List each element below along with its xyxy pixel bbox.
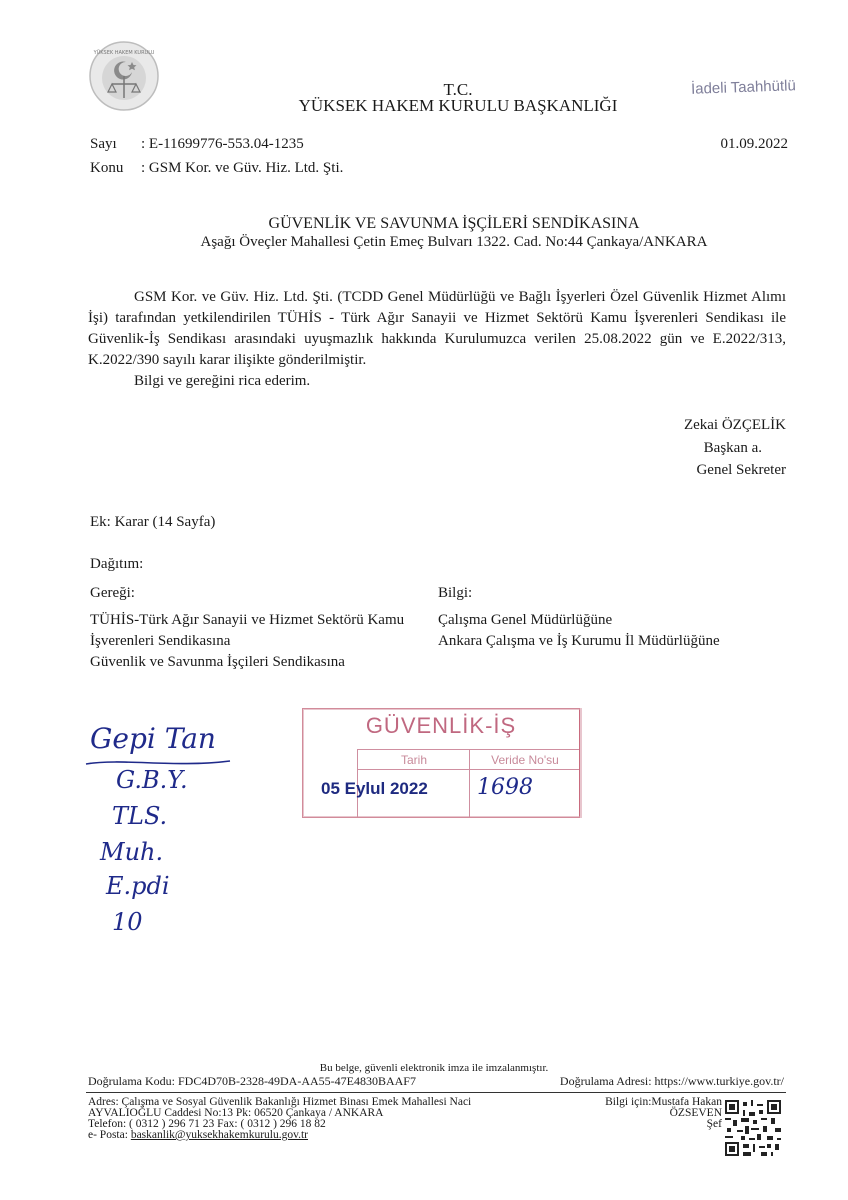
- closing-sentence: Bilgi ve gereğini rica ederim.: [134, 373, 311, 389]
- action-recipient: Güvenlik ve Savunma İşçileri Sendikasına: [90, 654, 345, 670]
- contact-info: [88, 1097, 471, 1141]
- stamp-title: GÜVENLİK-İŞ: [365, 713, 517, 738]
- action-recipient: TÜHİS-Türk Ağır Sanayii ve Hizmet Sektörü Kamu: [90, 612, 405, 628]
- info-person-line: ÖZSEVEN: [669, 1107, 722, 1119]
- signatory-name: Zekai ÖZÇELİK: [683, 417, 786, 433]
- recipient-address: Aşağı Öveçler Mahallesi Çetin Emeç Bulvarı 1322. Cad. No:44 Çankaya/ANKARA: [200, 234, 708, 250]
- action-recipient: İşverenleri Sendikasına: [90, 633, 231, 649]
- qr-code-icon: [725, 1100, 781, 1156]
- info-label: Bilgi:: [438, 585, 473, 601]
- stamp-number-label: Veride No'su: [491, 753, 559, 767]
- attachment-line: Ek: Karar (14 Sayfa): [90, 514, 216, 530]
- handwritten-note: G.B.Y.: [116, 766, 188, 794]
- stamp-divider: [357, 749, 579, 750]
- handwritten-note: Muh.: [100, 838, 164, 866]
- sayi-label: Sayı: [90, 136, 117, 152]
- handwritten-note: E.pdi: [106, 872, 170, 900]
- info-person-line: Şef: [706, 1118, 722, 1130]
- konu-value: : GSM Kor. ve Güv. Hiz. Ltd. Şti.: [141, 160, 344, 176]
- handwritten-note: 10: [112, 908, 143, 936]
- footer-divider: [86, 1092, 786, 1093]
- info-recipient: Çalışma Genel Müdürlüğüne: [438, 612, 613, 628]
- distribution-action-column: [90, 583, 404, 673]
- email-line: [88, 1130, 471, 1141]
- handwritten-note: Gepi Tan: [90, 722, 216, 755]
- info-recipient: Ankara Çalışma ve İş Kurumu İl Müdürlüğüne: [438, 633, 720, 649]
- distribution-info-column: [438, 583, 720, 652]
- action-label: Gereği:: [90, 585, 135, 601]
- handwritten-note: TLS.: [112, 802, 168, 830]
- signatory-title-2: Genel Sekreter: [696, 462, 786, 478]
- registered-mail-stamp: İadeli Taahhütlü: [690, 77, 797, 98]
- info-person-line: Bilgi için:Mustafa Hakan: [605, 1096, 722, 1108]
- stamp-divider: [469, 749, 470, 817]
- document-date: 01.09.2022: [720, 136, 788, 152]
- verification-code: Doğrulama Kodu: FDC4D70B-2328-49DA-AA55-47E4830BAAF7: [88, 1074, 416, 1088]
- konu-label: Konu: [90, 160, 124, 176]
- distribution-title: Dağıtım:: [90, 556, 144, 572]
- sayi-value: : E-11699776-553.04-1235: [141, 136, 304, 152]
- recipient-name: GÜVENLİK VE SAVUNMA İŞÇİLERİ SENDİKASINA: [268, 215, 640, 232]
- email-label: e- Posta:: [88, 1129, 128, 1141]
- contact-person: [560, 1097, 722, 1130]
- address-line: AYVALIOĞLU Caddesi No:13 Pk: 06520 Çankaya / ANKARA: [88, 1107, 384, 1119]
- stamp-date: 05 Eylul 2022: [321, 779, 428, 798]
- phone-fax: Telefon: ( 0312 ) 296 71 23 Fax: ( 0312 ) 296 18 82: [88, 1118, 326, 1130]
- logo-ring-text: YÜKSEK HAKEM KURULU: [93, 50, 155, 56]
- address-line: Adres: Çalışma ve Sosyal Güvenlik Bakanlığı Hizmet Binası Emek Mahallesi Naci: [88, 1096, 472, 1108]
- header-tc: T.C.: [443, 80, 473, 99]
- stamp-divider: [357, 769, 579, 770]
- signatory-title-1: Başkan a.: [703, 440, 762, 456]
- stamp-number: 1698: [477, 775, 533, 800]
- email-link[interactable]: baskanlik@yuksekhakemkurulu.gov.tr: [130, 1129, 309, 1141]
- e-signature-note: Bu belge, güvenli elektronik imza ile imzalanmıştır.: [319, 1062, 549, 1074]
- stamp-date-label: Tarih: [400, 753, 427, 767]
- header-institution: YÜKSEK HAKEM KURULU BAŞKANLIĞI: [298, 96, 618, 115]
- body-paragraph: GSM Kor. ve Güv. Hiz. Ltd. Şti. (TCDD Genel Müdürlüğü ve Bağlı İşyerleri Özel Güvenlik Hizmet Alımı İşi) tarafından yetkilendirilen TÜHİS - Türk Ağır Sanayii ve Hizmet Sektörü Kamu İşverenleri Sendikası ile Güvenlik-İş Sendikası arasındaki uyuşmazlık hakkında Kurulumuzca verilen 25.08.2022 gün ve E.2022/313, K.2022/390 sayılı karar ilişikte gönderilmiştir.: [88, 289, 786, 368]
- receipt-stamp: [302, 708, 580, 818]
- verification-address: Doğrulama Adresi: https://www.turkiye.gov.tr/: [559, 1074, 784, 1088]
